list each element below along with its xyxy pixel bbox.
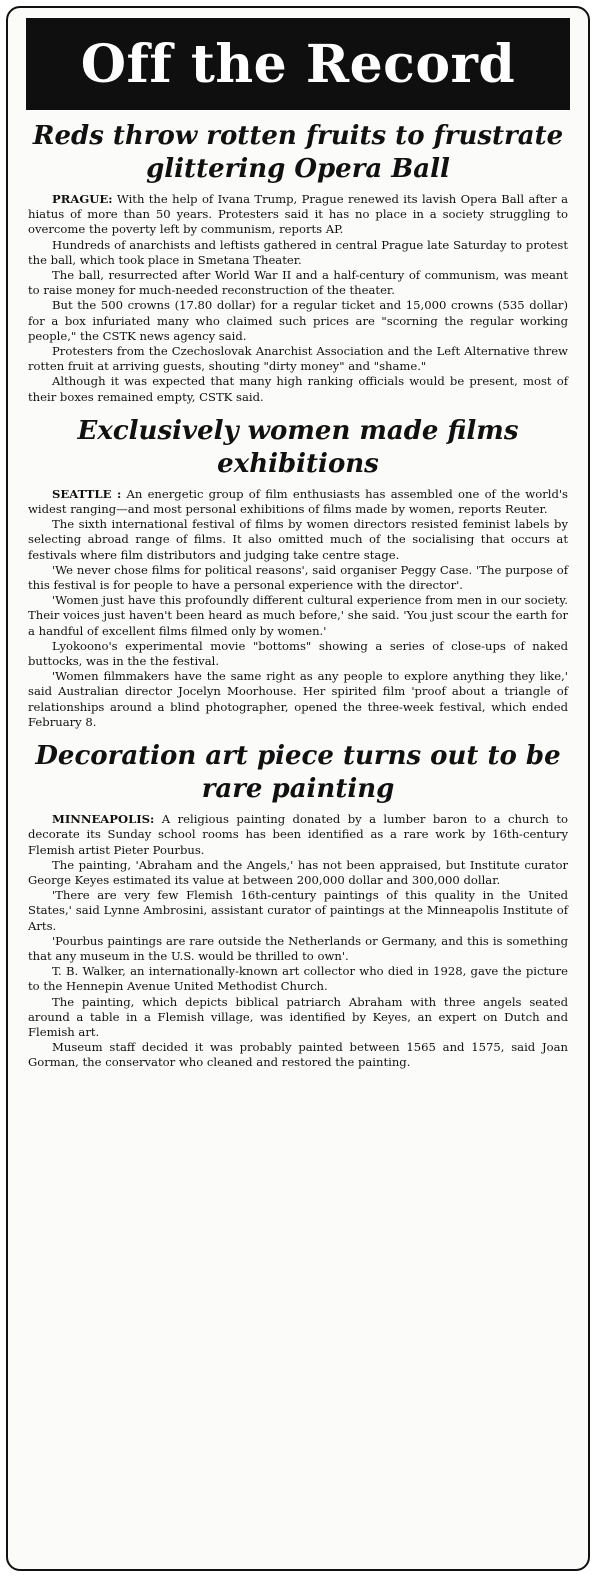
article-paragraph: SEATTLE : An energetic group of film enthusiasts has assembled one of the world's widest ranging—and most personal exhibitions of films made by women, reports Reuter.: [28, 486, 569, 517]
article-paragraph: The ball, resurrected after World War II and a half-century of communism, was meant to raise money for much-needed reconstruction of the theater.: [28, 268, 568, 298]
article-women-films: [28, 405, 568, 730]
article-body: [28, 192, 568, 405]
article-paragraph: 'We never chose films for political reasons', said organiser Peggy Case. 'The purpose of this festival is for people to have a personal experience with the director'.: [28, 562, 568, 593]
article-rare-painting: [28, 730, 568, 1070]
article-paragraph: Lyokoono's experimental movie "bottoms" showing a series of close-ups of naked buttocks, was in the the festival.: [28, 638, 568, 669]
article-paragraph: The sixth international festival of films by women directors resisted feminist labels by selecting abroad range of films. It also omitted much of the socialising that occurs at festivals where film distributors and judging take centre stage.: [28, 517, 568, 562]
article-paragraph: 'There are very few Flemish 16th-century paintings of this quality in the United States,' said Lynne Ambrosini, assistant curator of paintings at the Minneapolis Institute of Arts.: [28, 888, 568, 933]
article-paragraph: Hundreds of anarchists and leftists gathered in central Prague late Saturday to protest the ball, which took place in Smetana Theater.: [28, 237, 568, 267]
masthead-title: Off the Record: [26, 18, 570, 110]
article-paragraph: Protesters from the Czechoslovak Anarchist Association and the Left Alternative threw rotten fruit at arriving guests, shouting "dirty money" and "shame.": [28, 344, 568, 374]
article-paragraph: 'Women just have this profoundly different cultural experience from men in our society. Their voices just haven't been heard as much before,' she said. 'You just scour the earth for a handful of excellent films filmed only by women.': [28, 593, 568, 638]
article-paragraph: Although it was expected that many high ranking officials would be present, most of their boxes remained empty, CSTK said.: [28, 374, 568, 404]
article-dateline: SEATTLE :: [52, 486, 122, 501]
article-dateline: MINNEAPOLIS:: [52, 812, 155, 827]
article-paragraph: T. B. Walker, an internationally-known art collector who died in 1928, gave the picture to the Hennepin Avenue United Methodist Church.: [28, 964, 568, 994]
article-dateline: PRAGUE:: [52, 192, 113, 206]
article-paragraph: The painting, which depicts biblical patriarch Abraham with three angels seated around a table in a Flemish village, was identified by Keyes, an expert on Dutch and Flemish art.: [28, 994, 568, 1039]
article-paragraph: 'Pourbus paintings are rare outside the Netherlands or Germany, and this is something that any museum in the U.S. would be thrilled to own'.: [28, 933, 568, 963]
article-body: [28, 487, 568, 730]
article-paragraph: Museum staff decided it was probably painted between 1565 and 1575, said Joan Gorman, the conservator who cleaned and restored the painting.: [28, 1040, 568, 1070]
newspaper-clipping: [6, 6, 590, 1571]
article-paragraph: MINNEAPOLIS: A religious painting donated by a lumber baron to a church to decorate its Sunday school rooms has been identified as a rare work by 16th-century Flemish artist Pieter Pourbus.: [28, 812, 569, 857]
article-paragraph: The painting, 'Abraham and the Angels,' has not been appraised, but Institute curator George Keyes estimated its value at between 200,000 dollar and 300,000 dollar.: [28, 857, 568, 887]
article-headline: Exclusively women made films exhibitions: [77, 415, 519, 479]
article-opera-ball: [28, 110, 568, 405]
article-paragraph: But the 500 crowns (17.80 dollar) for a regular ticket and 15,000 crowns (535 dollar) for a box infuriated many who claimed such prices are "scorning the regular working people," the CSTK news agency said.: [28, 298, 568, 343]
article-paragraph: PRAGUE: With the help of Ivana Trump, Prague renewed its lavish Opera Ball after a hiatus of more than 50 years. Protesters said it has no place in a society struggling to overcome the poverty left by communism, reports AP.: [28, 192, 568, 237]
article-headline: Reds throw rotten fruits to frustrate glittering Opera Ball: [32, 121, 564, 184]
article-paragraph: 'Women filmmakers have the same right as any people to explore anything they like,' said Australian director Jocelyn Moorhouse. Her spirited film 'proof about a triangle of relationships around a blind photographer, opened the three-week festival, which ended February 8.: [28, 669, 568, 729]
article-headline: Decoration art piece turns out to be rare painting: [35, 741, 561, 805]
article-body: [28, 812, 568, 1070]
